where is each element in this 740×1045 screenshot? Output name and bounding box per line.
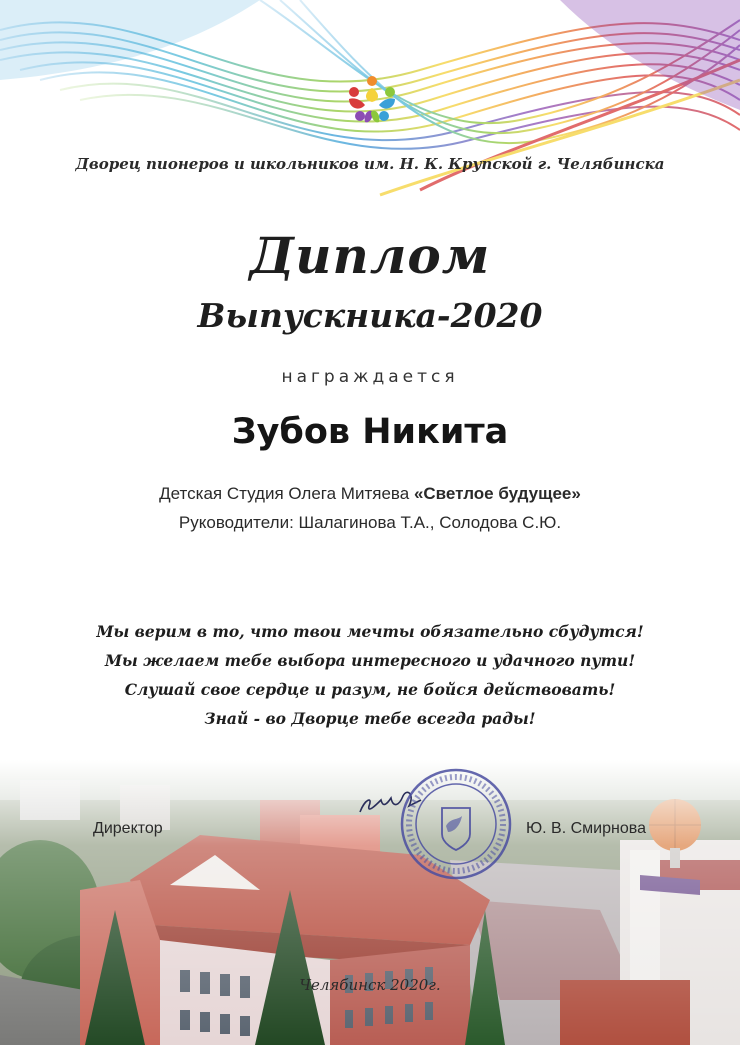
wish-line: Слушай свое сердце и разум, не бойся действовать! bbox=[124, 680, 616, 699]
recipient-name: Зубов Никита bbox=[231, 412, 509, 452]
official-stamp bbox=[398, 766, 514, 882]
director-label: Директор bbox=[93, 820, 163, 837]
wish-line: Знай - во Дворце тебе всегда рады! bbox=[204, 709, 536, 728]
diploma-subtitle: Выпускника-2020 bbox=[197, 296, 543, 335]
city-year: Челябинск 2020г. bbox=[299, 976, 441, 994]
director-name: Ю. В. Смирнова bbox=[526, 820, 646, 837]
wishes-block bbox=[0, 617, 740, 733]
wish-line: Мы верим в то, что твои мечты обязательно сбудутся! bbox=[96, 622, 644, 641]
awarded-label: награждается bbox=[281, 367, 459, 387]
studio-prefix: Детская Студия Олега Митяева bbox=[159, 484, 410, 503]
palace-logo-icon bbox=[343, 72, 401, 130]
institution-name: Дворец пионеров и школьников им. Н. К. Крупской г. Челябинска bbox=[75, 155, 665, 173]
studio-line bbox=[0, 484, 740, 504]
leaders-line: Руководители: Шалагинова Т.А., Солодова С.Ю. bbox=[178, 513, 562, 532]
diploma-title: Диплом bbox=[249, 226, 491, 285]
studio-name: «Светлое будущее» bbox=[413, 484, 581, 503]
wish-line: Мы желаем тебе выбора интересного и удачного пути! bbox=[104, 651, 636, 670]
